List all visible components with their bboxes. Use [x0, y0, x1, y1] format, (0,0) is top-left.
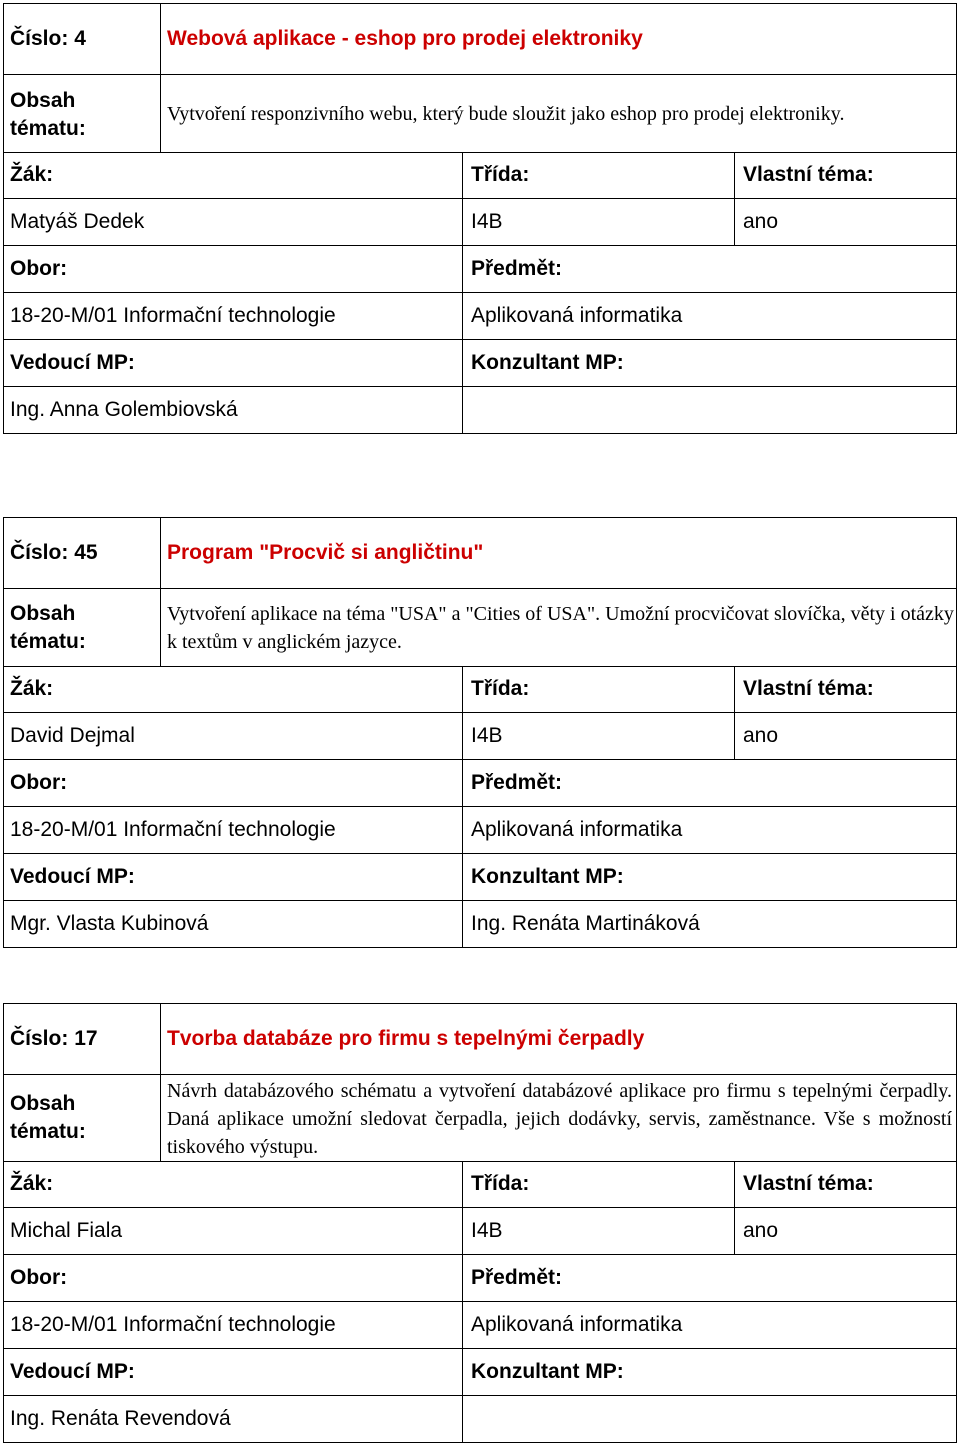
field-label: Obor: — [10, 1266, 68, 1289]
field-label: Obor: — [10, 257, 68, 280]
subject-label: Předmět: — [471, 1266, 563, 1289]
supervisor-value: Ing. Renáta Revendová — [10, 1407, 231, 1430]
supervisor-label: Vedoucí MP: — [10, 865, 135, 888]
class-value: I4B — [471, 1219, 503, 1242]
class-value: I4B — [471, 724, 503, 747]
subject-value: Aplikovaná informatika — [471, 818, 683, 841]
topic-card-17 — [3, 1003, 957, 1443]
class-value: I4B — [471, 210, 503, 233]
subject-label: Předmět: — [471, 771, 563, 794]
own-topic-label: Vlastní téma: — [743, 677, 874, 700]
own-topic-value: ano — [743, 210, 779, 233]
student-name: Michal Fiala — [10, 1219, 123, 1242]
subject-value: Aplikovaná informatika — [471, 1313, 683, 1336]
student-name: Matyáš Dedek — [10, 210, 145, 233]
field-label: Obor: — [10, 771, 68, 794]
consultant-label: Konzultant MP: — [471, 865, 624, 888]
student-label: Žák: — [10, 163, 54, 186]
consultant-value: Ing. Renáta Martináková — [471, 912, 700, 935]
student-label: Žák: — [10, 677, 54, 700]
student-label: Žák: — [10, 1172, 54, 1195]
topic-title: Tvorba databáze pro firmu s tepelnými čerpadly — [167, 1027, 645, 1050]
topic-card-4 — [3, 3, 957, 434]
topic-card-45 — [3, 517, 957, 948]
student-name: David Dejmal — [10, 724, 135, 747]
topic-title: Webová aplikace - eshop pro prodej elektroniky — [167, 27, 643, 50]
supervisor-value: Mgr. Vlasta Kubinová — [10, 912, 209, 935]
number-label: Číslo: 45 — [10, 541, 98, 564]
own-topic-value: ano — [743, 1219, 779, 1242]
supervisor-label: Vedoucí MP: — [10, 1360, 135, 1383]
number-label: Číslo: 4 — [10, 27, 86, 50]
topic-description: Vytvoření aplikace na téma "USA" a "Cities of USA". Umožní procvičovat slovíčka, věty i otázky k textům v anglickém jazyce. — [167, 603, 954, 653]
own-topic-label: Vlastní téma: — [743, 1172, 874, 1195]
field-value: 18-20-M/01 Informační technologie — [10, 818, 336, 841]
field-value: 18-20-M/01 Informační technologie — [10, 304, 336, 327]
obsah-label: Obsah tématu: — [10, 1092, 86, 1143]
consultant-label: Konzultant MP: — [471, 1360, 624, 1383]
supervisor-label: Vedoucí MP: — [10, 351, 135, 374]
own-topic-label: Vlastní téma: — [743, 163, 874, 186]
number-label: Číslo: 17 — [10, 1027, 98, 1050]
consultant-label: Konzultant MP: — [471, 351, 624, 374]
obsah-label: Obsah tématu: — [10, 89, 86, 140]
subject-label: Předmět: — [471, 257, 563, 280]
subject-value: Aplikovaná informatika — [471, 304, 683, 327]
class-label: Třída: — [471, 163, 530, 186]
topic-title: Program "Procvič si angličtinu" — [167, 541, 484, 564]
own-topic-value: ano — [743, 724, 779, 747]
field-value: 18-20-M/01 Informační technologie — [10, 1313, 336, 1336]
topic-description: Vytvoření responzivního webu, který bude sloužit jako eshop pro prodej elektroniky. — [167, 103, 845, 125]
supervisor-value: Ing. Anna Golembiovská — [10, 398, 238, 421]
topic-description: Návrh databázového schématu a vytvoření databázové aplikace pro firmu s tepelnými čerpadly. Daná aplikace umožní sledovat čerpadla, jejich dodávky, servis, zaměstnance. Vše s možností tiskového výstupu. — [167, 1080, 952, 1158]
class-label: Třída: — [471, 677, 530, 700]
class-label: Třída: — [471, 1172, 530, 1195]
obsah-label: Obsah tématu: — [10, 602, 86, 653]
